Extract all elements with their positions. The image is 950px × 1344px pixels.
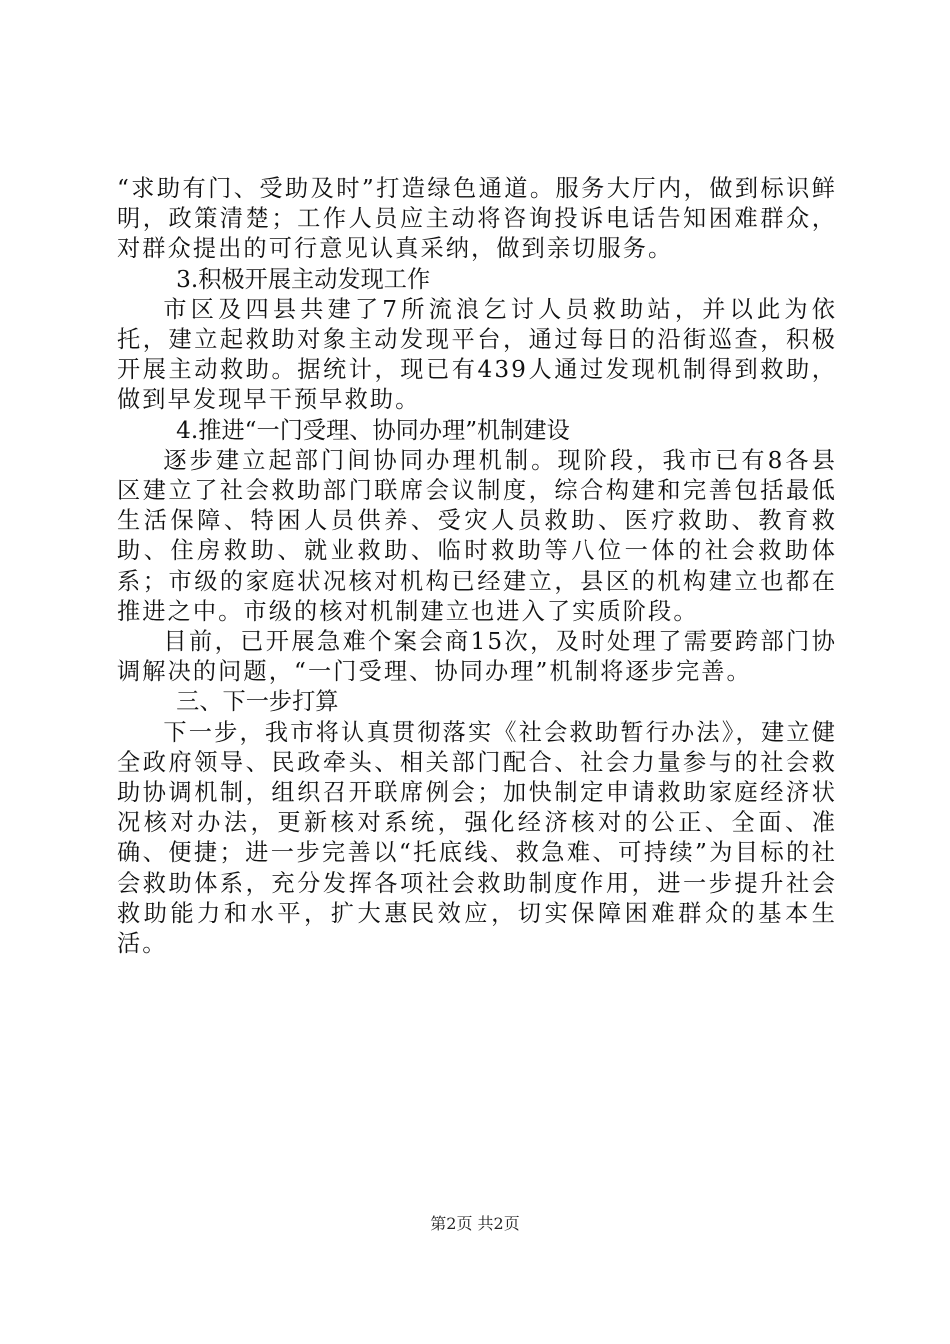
paragraph-next-steps-plan: 下一步，我市将认真贯彻落实《社会救助暂行办法》，建立健全政府领导、民政牵头、相关部门配合、社会力量参与的社会救助协调机制，组织召开联席例会；加快制定申请救助家庭经济状况核对办法，更新核对系统，强化经济核对的公正、全面、准确、便捷；进一步完善以“托底线、救急难、可持续”为目标的社会救助体系，充分发挥各项社会救助制度作用，进一步提升社会救助能力和水平，扩大惠民效应，切实保障困难群众的基本生活。 <box>117 718 837 958</box>
paragraph-green-channel: “求助有门、受助及时”打造绿色通道。服务大厅内，做到标识鲜明，政策清楚；工作人员应主动将咨询投诉电话告知困难群众，对群众提出的可行意见认真采纳，做到亲切服务。 <box>117 175 837 263</box>
page-number-footer: 第2页 共2页 <box>430 1214 520 1233</box>
document-body <box>117 174 837 959</box>
heading-next-steps: 三、下一步打算 <box>176 688 339 716</box>
paragraph-rescue-stations: 市区及四县共建了7所流浪乞讨人员救助站，并以此为依托，建立起救助对象主动发现平台，通过每日的沿街巡查，积极开展主动救助。据统计，现已有439人通过发现机制得到救助，做到早发现早干预早救助。 <box>117 295 837 414</box>
heading-active-discovery: 3.积极开展主动发现工作 <box>176 265 431 293</box>
paragraph-coordination-mechanism: 逐步建立起部门间协同办理机制。现阶段，我市已有8各县区建立了社会救助部门联席会议制度，综合构建和完善包括最低生活保障、特困人员供养、受灾人员救助、医疗救助、教育救助、住房救助、就业救助、临时救助等八位一体的社会救助体系；市级的家庭状况核对机构已经建立，县区的机构建立也都在推进之中。市级的核对机制建立也进入了实质阶段。 <box>117 446 837 625</box>
heading-one-door-mechanism: 4.推进“一门受理、协同办理”机制建设 <box>176 416 570 444</box>
paragraph-case-consultation: 目前，已开展急难个案会商15次，及时处理了需要跨部门协调解决的问题，“一门受理、协同办理”机制将逐步完善。 <box>117 628 837 686</box>
